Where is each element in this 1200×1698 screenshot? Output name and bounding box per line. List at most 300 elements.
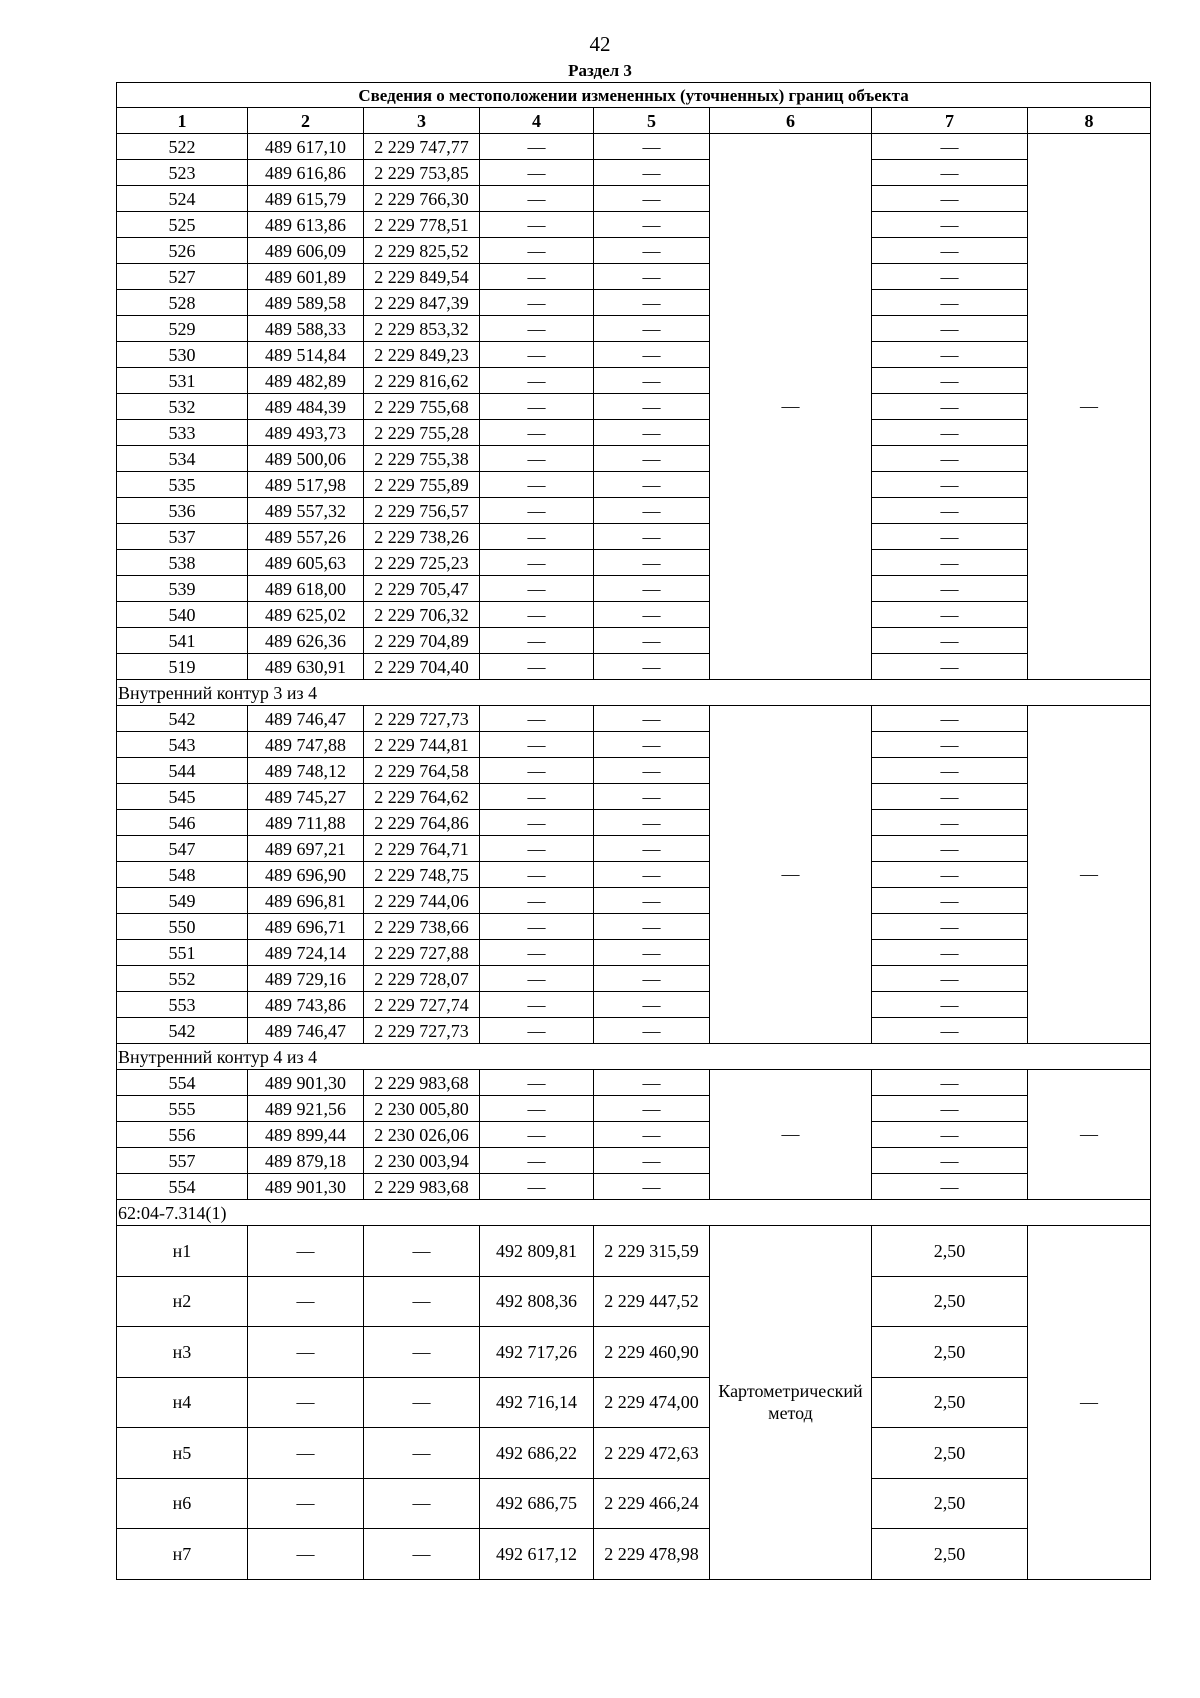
x-coordinate-cell: 489 729,16 [248,966,364,992]
x-coordinate-cell: 489 618,00 [248,576,364,602]
table-row [117,1070,1151,1096]
x-coordinate-cell: 489 630,91 [248,654,364,680]
point-number-cell: 555 [117,1096,248,1122]
point-number-cell: 532 [117,394,248,420]
table-row [117,706,1151,732]
new-x-cell: — [480,784,594,810]
y-coordinate-cell: 2 229 849,23 [364,342,480,368]
new-y-cell: — [594,550,710,576]
y-coordinate-cell: 2 229 747,77 [364,134,480,160]
new-x-cell: — [480,732,594,758]
point-number-cell: 544 [117,758,248,784]
accuracy-cell: 2,50 [872,1478,1028,1529]
new-y-cell: — [594,654,710,680]
new-y-cell: — [594,212,710,238]
column-header: 5 [594,108,710,134]
new-y-cell: — [594,732,710,758]
y-coordinate-cell: 2 229 983,68 [364,1174,480,1200]
point-number-cell: 527 [117,264,248,290]
table-row [117,1018,1151,1044]
table-title: Сведения о местоположении измененных (уточненных) границ объекта [117,83,1151,108]
x-coordinate-cell: 489 615,79 [248,186,364,212]
contour-label-row [117,680,1151,706]
accuracy-cell: — [872,342,1028,368]
point-number-cell: 548 [117,862,248,888]
x-coordinate-cell: 489 514,84 [248,342,364,368]
table-row [117,576,1151,602]
accuracy-cell: — [872,914,1028,940]
x-coordinate-cell: 489 613,86 [248,212,364,238]
point-number-cell: н4 [117,1377,248,1428]
accuracy-cell: — [872,836,1028,862]
new-y-cell: — [594,810,710,836]
y-coordinate-cell: 2 229 766,30 [364,186,480,212]
table-row [117,992,1151,1018]
new-y-cell: — [594,472,710,498]
x-coordinate-cell: 489 747,88 [248,732,364,758]
new-y-cell: — [594,992,710,1018]
new-y-cell: — [594,134,710,160]
table-row [117,1327,1151,1378]
table-row [117,368,1151,394]
x-coordinate-cell: 489 711,88 [248,810,364,836]
y-coordinate-cell: — [364,1529,480,1580]
point-number-cell: н5 [117,1428,248,1479]
accuracy-cell: — [872,550,1028,576]
contour-label-row [117,1044,1151,1070]
new-x-cell: — [480,368,594,394]
y-coordinate-cell: — [364,1327,480,1378]
new-x-cell: — [480,472,594,498]
new-y-cell: — [594,862,710,888]
new-y-cell: — [594,784,710,810]
new-x-cell: — [480,940,594,966]
accuracy-cell: — [872,212,1028,238]
new-y-cell: 2 229 474,00 [594,1377,710,1428]
y-coordinate-cell: 2 229 756,57 [364,498,480,524]
point-number-cell: 529 [117,316,248,342]
point-number-cell: 519 [117,654,248,680]
table-row [117,524,1151,550]
new-x-cell: — [480,654,594,680]
y-coordinate-cell: 2 229 847,39 [364,290,480,316]
accuracy-cell: — [872,784,1028,810]
new-x-cell: — [480,524,594,550]
point-number-cell: 542 [117,1018,248,1044]
new-x-cell: 492 686,75 [480,1478,594,1529]
accuracy-cell: — [872,888,1028,914]
point-number-cell: 554 [117,1174,248,1200]
new-y-cell: — [594,576,710,602]
accuracy-cell: — [872,576,1028,602]
new-y-cell: 2 229 447,52 [594,1276,710,1327]
x-coordinate-cell: 489 696,90 [248,862,364,888]
y-coordinate-cell: 2 229 816,62 [364,368,480,394]
accuracy-cell: 2,50 [872,1377,1028,1428]
column-header: 6 [710,108,872,134]
accuracy-cell: — [872,524,1028,550]
description-cell: — [1028,706,1151,1044]
y-coordinate-cell: 2 229 738,66 [364,914,480,940]
description-cell: — [1028,134,1151,680]
table-row [117,758,1151,784]
new-y-cell: — [594,498,710,524]
x-coordinate-cell: — [248,1428,364,1479]
point-number-cell: 538 [117,550,248,576]
y-coordinate-cell: 2 229 755,38 [364,446,480,472]
point-number-cell: 546 [117,810,248,836]
new-y-cell: — [594,1148,710,1174]
point-number-cell: н1 [117,1226,248,1277]
new-y-cell: — [594,368,710,394]
point-number-cell: 528 [117,290,248,316]
x-coordinate-cell: 489 696,81 [248,888,364,914]
accuracy-cell: — [872,602,1028,628]
accuracy-cell: — [872,966,1028,992]
y-coordinate-cell: 2 229 983,68 [364,1070,480,1096]
y-coordinate-cell: 2 229 755,28 [364,420,480,446]
new-x-cell: 492 716,14 [480,1377,594,1428]
table-row [117,914,1151,940]
point-number-cell: 540 [117,602,248,628]
column-header: 7 [872,108,1028,134]
accuracy-cell: — [872,1070,1028,1096]
accuracy-cell: 2,50 [872,1226,1028,1277]
accuracy-cell: — [872,810,1028,836]
point-number-cell: 525 [117,212,248,238]
new-x-cell: — [480,238,594,264]
x-coordinate-cell: 489 625,02 [248,602,364,628]
table-row [117,810,1151,836]
point-number-cell: 541 [117,628,248,654]
point-number-cell: 536 [117,498,248,524]
point-number-cell: 522 [117,134,248,160]
x-coordinate-cell: 489 746,47 [248,706,364,732]
x-coordinate-cell: 489 748,12 [248,758,364,784]
x-coordinate-cell: 489 746,47 [248,1018,364,1044]
table-row [117,1226,1151,1277]
x-coordinate-cell: 489 500,06 [248,446,364,472]
x-coordinate-cell: 489 901,30 [248,1070,364,1096]
accuracy-cell: — [872,862,1028,888]
table-row [117,550,1151,576]
new-x-cell: — [480,628,594,654]
point-number-cell: н3 [117,1327,248,1378]
y-coordinate-cell: — [364,1226,480,1277]
point-number-cell: 537 [117,524,248,550]
y-coordinate-cell: 2 229 764,71 [364,836,480,862]
point-number-cell: н7 [117,1529,248,1580]
contour-label: Внутренний контур 4 из 4 [117,1044,1151,1070]
new-y-cell: 2 229 472,63 [594,1428,710,1479]
table-row [117,498,1151,524]
new-y-cell: — [594,966,710,992]
accuracy-cell: — [872,732,1028,758]
new-x-cell: — [480,706,594,732]
accuracy-cell: — [872,1122,1028,1148]
new-y-cell: 2 229 315,59 [594,1226,710,1277]
table-row [117,1529,1151,1580]
table-row [117,1148,1151,1174]
new-x-cell: 492 809,81 [480,1226,594,1277]
table-row [117,394,1151,420]
new-y-cell: — [594,524,710,550]
new-x-cell: — [480,498,594,524]
x-coordinate-cell: 489 921,56 [248,1096,364,1122]
column-header: 2 [248,108,364,134]
table-row [117,134,1151,160]
point-number-cell: н6 [117,1478,248,1529]
new-x-cell: — [480,290,594,316]
point-number-cell: н2 [117,1276,248,1327]
new-x-cell: — [480,212,594,238]
accuracy-cell: — [872,992,1028,1018]
contour-label: 62:04-7.314(1) [117,1200,1151,1226]
point-number-cell: 523 [117,160,248,186]
y-coordinate-cell: 2 229 704,89 [364,628,480,654]
table-row [117,1377,1151,1428]
new-y-cell: — [594,420,710,446]
x-coordinate-cell: 489 606,09 [248,238,364,264]
table-row [117,1428,1151,1479]
y-coordinate-cell: 2 229 704,40 [364,654,480,680]
table-row [117,316,1151,342]
new-y-cell: — [594,160,710,186]
new-y-cell: — [594,1070,710,1096]
new-x-cell: — [480,550,594,576]
new-x-cell: — [480,420,594,446]
column-header: 4 [480,108,594,134]
x-coordinate-cell: 489 605,63 [248,550,364,576]
table-row [117,342,1151,368]
point-number-cell: 552 [117,966,248,992]
new-x-cell: — [480,1148,594,1174]
new-x-cell: — [480,1096,594,1122]
new-y-cell: — [594,628,710,654]
accuracy-cell: — [872,290,1028,316]
method-cell: — [710,706,872,1044]
new-y-cell: — [594,888,710,914]
new-x-cell: — [480,1018,594,1044]
new-x-cell: — [480,888,594,914]
table-row [117,238,1151,264]
method-cell: — [710,1070,872,1200]
x-coordinate-cell: 489 517,98 [248,472,364,498]
x-coordinate-cell: 489 601,89 [248,264,364,290]
y-coordinate-cell: 2 230 003,94 [364,1148,480,1174]
new-y-cell: — [594,602,710,628]
y-coordinate-cell: 2 229 706,32 [364,602,480,628]
point-number-cell: 533 [117,420,248,446]
contour-label-row [117,1200,1151,1226]
contour-label: Внутренний контур 3 из 4 [117,680,1151,706]
table-row [117,1122,1151,1148]
point-number-cell: 556 [117,1122,248,1148]
new-y-cell: 2 229 466,24 [594,1478,710,1529]
x-coordinate-cell: 489 899,44 [248,1122,364,1148]
new-x-cell: — [480,160,594,186]
x-coordinate-cell: — [248,1327,364,1378]
new-x-cell: 492 717,26 [480,1327,594,1378]
y-coordinate-cell: 2 229 764,86 [364,810,480,836]
table-row [117,784,1151,810]
description-cell: — [1028,1070,1151,1200]
y-coordinate-cell: 2 229 744,06 [364,888,480,914]
point-number-cell: 553 [117,992,248,1018]
point-number-cell: 551 [117,940,248,966]
accuracy-cell: — [872,1174,1028,1200]
x-coordinate-cell: 489 493,73 [248,420,364,446]
method-cell: — [710,134,872,680]
y-coordinate-cell: 2 229 727,73 [364,706,480,732]
accuracy-cell: — [872,446,1028,472]
table-row [117,264,1151,290]
table-row [117,602,1151,628]
new-y-cell: — [594,186,710,212]
accuracy-cell: — [872,758,1028,784]
x-coordinate-cell: 489 696,71 [248,914,364,940]
table-row [117,446,1151,472]
new-x-cell: — [480,1070,594,1096]
y-coordinate-cell: — [364,1377,480,1428]
accuracy-cell: — [872,394,1028,420]
table-row [117,888,1151,914]
table-row [117,1096,1151,1122]
x-coordinate-cell: 489 557,26 [248,524,364,550]
table-row [117,836,1151,862]
y-coordinate-cell: 2 229 748,75 [364,862,480,888]
new-x-cell: — [480,264,594,290]
table-row [117,1478,1151,1529]
accuracy-cell: 2,50 [872,1529,1028,1580]
column-header-row [117,108,1151,134]
new-x-cell: — [480,446,594,472]
table-row [117,654,1151,680]
x-coordinate-cell: 489 697,21 [248,836,364,862]
new-y-cell: 2 229 460,90 [594,1327,710,1378]
y-coordinate-cell: 2 230 005,80 [364,1096,480,1122]
y-coordinate-cell: 2 229 825,52 [364,238,480,264]
x-coordinate-cell: 489 626,36 [248,628,364,654]
table-row [117,966,1151,992]
new-x-cell: — [480,342,594,368]
description-cell: — [1028,1226,1151,1580]
y-coordinate-cell: 2 229 727,74 [364,992,480,1018]
new-x-cell: — [480,758,594,784]
new-y-cell: — [594,1174,710,1200]
y-coordinate-cell: 2 229 744,81 [364,732,480,758]
accuracy-cell: — [872,186,1028,212]
accuracy-cell: — [872,1018,1028,1044]
accuracy-cell: — [872,706,1028,732]
new-y-cell: — [594,940,710,966]
new-y-cell: — [594,836,710,862]
x-coordinate-cell: — [248,1226,364,1277]
x-coordinate-cell: 489 589,58 [248,290,364,316]
column-header: 1 [117,108,248,134]
new-y-cell: — [594,394,710,420]
accuracy-cell: — [872,498,1028,524]
table-row [117,290,1151,316]
y-coordinate-cell: 2 229 727,88 [364,940,480,966]
point-number-cell: 530 [117,342,248,368]
new-y-cell: — [594,706,710,732]
accuracy-cell: — [872,316,1028,342]
accuracy-cell: — [872,368,1028,394]
new-x-cell: — [480,992,594,1018]
new-y-cell: — [594,758,710,784]
new-y-cell: — [594,290,710,316]
y-coordinate-cell: 2 229 778,51 [364,212,480,238]
point-number-cell: 549 [117,888,248,914]
accuracy-cell: — [872,1096,1028,1122]
y-coordinate-cell: 2 229 764,62 [364,784,480,810]
y-coordinate-cell: — [364,1276,480,1327]
x-coordinate-cell: — [248,1377,364,1428]
point-number-cell: 547 [117,836,248,862]
new-x-cell: — [480,1174,594,1200]
point-number-cell: 535 [117,472,248,498]
new-x-cell: — [480,602,594,628]
y-coordinate-cell: 2 230 026,06 [364,1122,480,1148]
point-number-cell: 554 [117,1070,248,1096]
point-number-cell: 526 [117,238,248,264]
table-row [117,1276,1151,1327]
new-x-cell: — [480,316,594,342]
x-coordinate-cell: 489 724,14 [248,940,364,966]
y-coordinate-cell: 2 229 853,32 [364,316,480,342]
new-y-cell: — [594,914,710,940]
table-row [117,940,1151,966]
y-coordinate-cell: 2 229 753,85 [364,160,480,186]
new-x-cell: — [480,1122,594,1148]
new-x-cell: — [480,810,594,836]
point-number-cell: 557 [117,1148,248,1174]
new-y-cell: 2 229 478,98 [594,1529,710,1580]
table-row [117,862,1151,888]
accuracy-cell: 2,50 [872,1276,1028,1327]
x-coordinate-cell: 489 482,89 [248,368,364,394]
y-coordinate-cell: 2 229 705,47 [364,576,480,602]
point-number-cell: 534 [117,446,248,472]
x-coordinate-cell: 489 616,86 [248,160,364,186]
table-row [117,186,1151,212]
new-x-cell: — [480,862,594,888]
x-coordinate-cell: 489 901,30 [248,1174,364,1200]
accuracy-cell: — [872,654,1028,680]
table-row [117,420,1151,446]
table-row [117,628,1151,654]
x-coordinate-cell: 489 879,18 [248,1148,364,1174]
new-y-cell: — [594,1018,710,1044]
accuracy-cell: — [872,628,1028,654]
new-x-cell: — [480,134,594,160]
y-coordinate-cell: — [364,1428,480,1479]
point-number-cell: 542 [117,706,248,732]
x-coordinate-cell: 489 588,33 [248,316,364,342]
new-x-cell: — [480,394,594,420]
new-x-cell: 492 686,22 [480,1428,594,1479]
new-x-cell: 492 808,36 [480,1276,594,1327]
accuracy-cell: 2,50 [872,1327,1028,1378]
new-x-cell: — [480,576,594,602]
new-y-cell: — [594,316,710,342]
new-y-cell: — [594,238,710,264]
table-row [117,1174,1151,1200]
y-coordinate-cell: 2 229 755,89 [364,472,480,498]
x-coordinate-cell: 489 743,86 [248,992,364,1018]
new-y-cell: — [594,264,710,290]
